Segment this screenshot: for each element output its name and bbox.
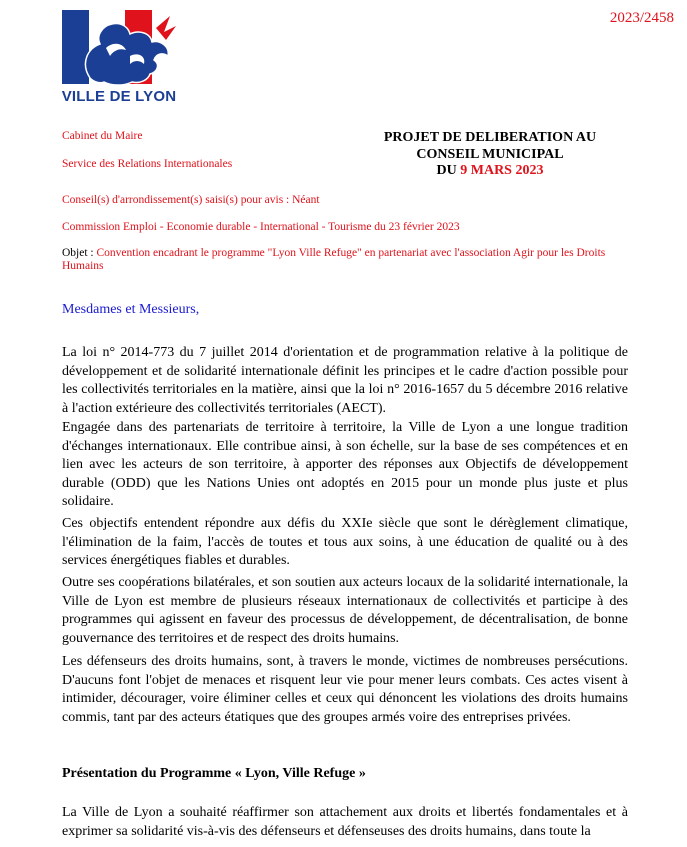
deliberation-reference: 2023/2458 bbox=[609, 10, 674, 26]
ville-de-lyon-logo bbox=[60, 8, 178, 106]
commission-notice: Commission Emploi - Economie durable - International - Tourisme du 23 février 2023 bbox=[62, 221, 460, 233]
title-date: 9 MARS 2023 bbox=[460, 163, 544, 178]
body-paragraph: Outre ses coopérations bilatérales, et son soutien aux acteurs locaux de la solidarité internationale, la Ville de Lyon est membre de plusieurs réseaux internationaux de collectivités et participe à des programmes qui agissent en faveur des processus de développement, de décentralisation, de bonne gouvernance des territoires et de respect des droits humains. bbox=[62, 575, 628, 646]
title-line-1: PROJET DE DELIBERATION AU bbox=[383, 130, 597, 145]
office-name: Cabinet du Maire bbox=[62, 130, 143, 142]
objet-line bbox=[62, 247, 632, 273]
body-paragraph: La loi n° 2014-773 du 7 juillet 2014 d'orientation et de programmation relative à la politique de développement et de solidarité internationale définit les principes et le cadre d'action possible pour les collectivités territoriales en la matière, ainsi que la loi n° 2016-1657 du 5 décembre 2016 relative à l'action extérieure des collectivités territoriales (AECT). bbox=[62, 345, 628, 416]
body-paragraph: La Ville de Lyon a souhaité réaffirmer son attachement aux droits et libertés fondamentales et à exprimer sa solidarité vis-à-vis des défenseurs et défenseuses des droits humains, dans toute la bbox=[62, 805, 628, 839]
body-paragraph: Engagée dans des partenariats de territoire à territoire, la Ville de Lyon a une longue tradition d'échanges internationaux. Elle contribue ainsi, à son échelle, sur la base de ses compétences et en lien avec les acteurs de son territoire, à apporter des réponses aux Objectifs de développement durable (ODD) que les Nations Unies ont adoptés en 2015 pour un monde plus juste et plus solidaire. bbox=[62, 420, 628, 509]
title-line-3 bbox=[355, 163, 625, 180]
section-heading: Présentation du Programme « Lyon, Ville Refuge » bbox=[62, 766, 366, 781]
logo-text: VILLE DE LYON bbox=[61, 88, 177, 105]
service-name: Service des Relations Internationales bbox=[62, 158, 233, 170]
body-paragraph: Ces objectifs entendent répondre aux défis du XXIe siècle que sont le dérèglement climatique, l'élimination de la faim, l'accès de toutes et tous aux soins, à une éducation de qualité ou à des services énergétiques fiables et durables. bbox=[62, 516, 628, 568]
greeting: Mesdames et Messieurs, bbox=[62, 302, 200, 317]
title-date-prefix: DU bbox=[436, 163, 461, 178]
page-title bbox=[355, 130, 625, 180]
conseils-notice: Conseil(s) d'arrondissement(s) saisi(s) pour avis : Néant bbox=[62, 194, 320, 206]
title-line-2: CONSEIL MUNICIPAL bbox=[416, 146, 564, 162]
objet-text: Convention encadrant le programme "Lyon Ville Refuge" en partenariat avec l'association Agir pour les Droits Humains bbox=[62, 247, 606, 272]
body-paragraph: Les défenseurs des droits humains, sont, à travers le monde, victimes de nombreuses persécutions. D'aucuns font l'objet de menaces et risquent leur vie pour mener leurs combats. Ces actes visent à intimider, décourager, voire éliminer celles et ceux qui dénoncent les violations des droits humains commis, tant par des acteurs étatiques que des groupes armés voire des entreprises privées. bbox=[62, 654, 628, 725]
objet-label: Objet : bbox=[62, 247, 97, 259]
